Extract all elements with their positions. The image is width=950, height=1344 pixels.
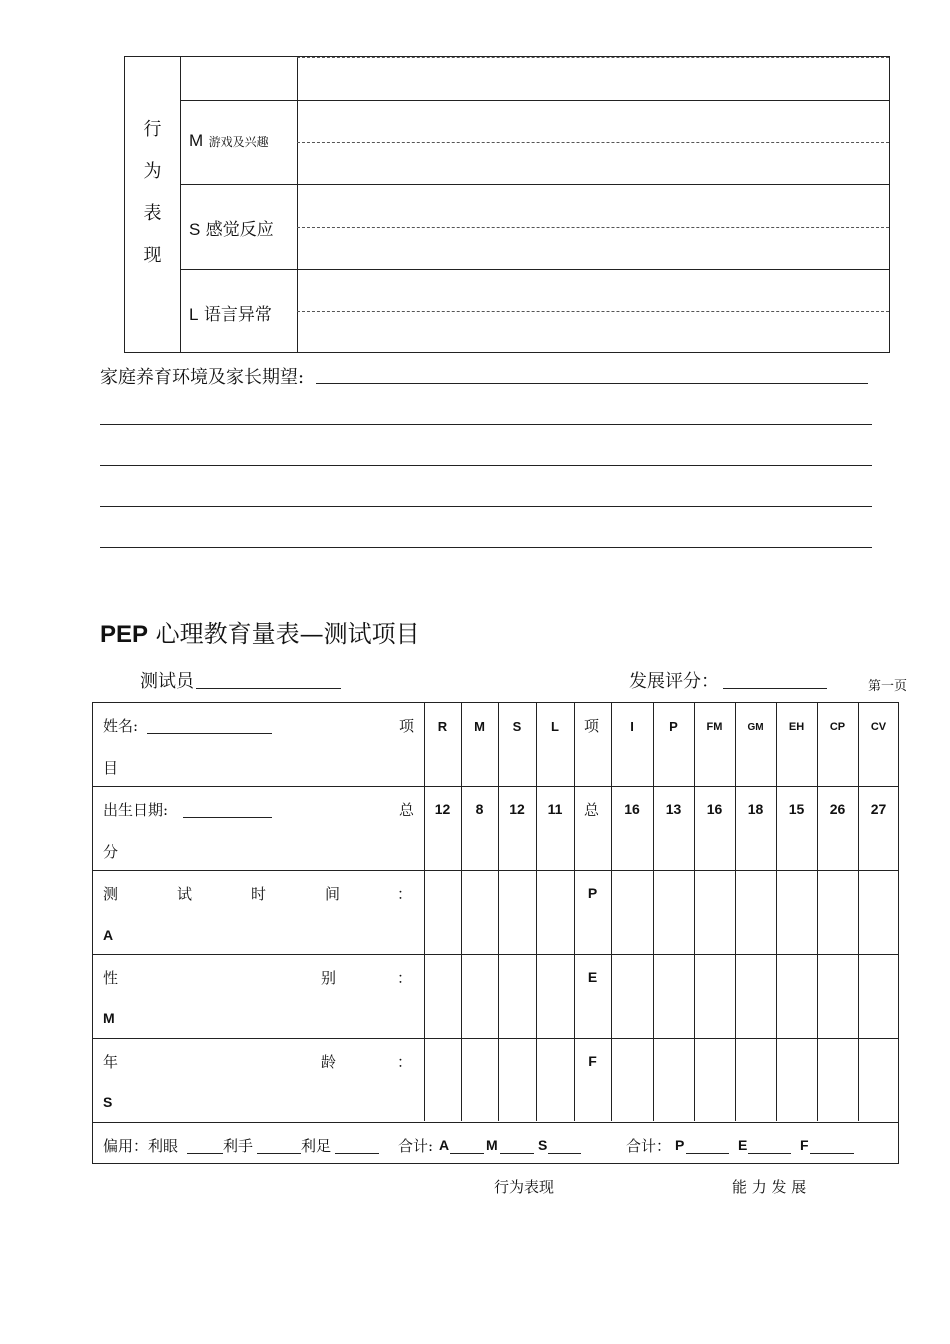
handedness-label: 偏用：利眼 [103,1137,179,1155]
total-fm: 16 [706,801,723,817]
column-divider [536,703,537,1121]
family-label: 家庭养育环境及家长期望: [100,367,305,388]
header-gm: GM [747,722,764,733]
age-char: ： [397,1053,413,1071]
dashed-guide [297,57,889,58]
write-line [100,506,872,507]
row-divider [180,100,889,101]
total-cp: 26 [829,801,846,817]
column-divider [817,703,818,1121]
header-i: I [630,719,634,734]
row-divider [93,786,898,787]
total-i: 16 [624,801,640,817]
side-label-char: 为 [143,161,162,182]
write-line [100,424,872,425]
sum-line [500,1153,534,1154]
sum-code-a: A [439,1137,450,1153]
row-code: M [189,131,204,150]
column-divider [653,703,654,1121]
header-p: P [669,719,678,734]
age-char: 年 [103,1053,119,1071]
dev-score-label: 发展评分： [629,671,719,692]
column-divider [461,703,462,1121]
sum-code-s: S [538,1137,548,1153]
header-fm: FM [706,721,723,733]
column-divider [498,703,499,1121]
test-time-char: 测 [103,885,119,903]
name-line [147,733,272,734]
footer-ability: 能 力 发 展 [732,1178,807,1196]
total-s: 12 [509,801,525,817]
foot-line [335,1153,379,1154]
write-line [100,547,872,548]
code-m: M [103,1010,115,1026]
row-divider [93,1038,898,1039]
header-cp: CP [829,721,846,733]
column-divider [611,703,612,1121]
hand-line [257,1153,301,1154]
sum-line [748,1153,791,1154]
header-s: S [512,719,522,734]
eye-line [187,1153,223,1154]
hand-label: 利手 [223,1137,254,1155]
dev-score-line [723,688,827,689]
total-r: 12 [434,801,451,817]
row-divider [180,184,889,185]
sum-code-p: P [675,1137,685,1153]
divider-code-p: P [587,885,598,901]
item-label-b: 目 [103,759,119,777]
row-divider [180,269,889,270]
column-divider [858,703,859,1121]
dashed-guide [297,311,889,312]
sum-code-f: F [800,1137,809,1153]
sum-label-2: 合计： [626,1137,672,1155]
row-code: S [189,220,201,239]
test-time-char: ： [397,885,413,903]
column-divider [180,57,181,352]
sum-line [686,1153,729,1154]
sum-line [450,1153,484,1154]
birth-line [183,817,272,818]
divider-code-f: F [588,1053,597,1069]
title-text: 心理教育量表—测试项目 [155,620,420,648]
row-label-s [189,215,274,240]
row-divider [93,954,898,955]
gender-char: ： [397,969,413,987]
age-char: 龄 [321,1053,337,1071]
gender-char: 别 [321,969,337,987]
dashed-guide [297,227,889,228]
row-text: 游戏及兴趣 [208,135,269,149]
total-label-b: 分 [103,843,119,861]
sum-code-e: E [738,1137,748,1153]
row-code: L [189,305,199,324]
tester-label: 测试员 [140,671,194,692]
write-line [100,465,872,466]
divider-code-e: E [587,969,598,985]
column-divider [694,703,695,1121]
test-time-char: 间 [325,885,341,903]
side-label-char: 表 [143,203,162,224]
header-cv: CV [870,721,887,733]
divider-item: 项 [584,717,600,735]
name-label: 姓名: [103,717,139,735]
row-text: 感觉反应 [205,220,274,240]
page-number: 第一页 [868,679,908,694]
side-label-char: 行 [143,119,162,140]
row-label-l [189,300,272,325]
total-label-a: 总 [399,801,415,819]
side-label-char: 现 [143,245,162,266]
gender-char: 性 [103,969,119,987]
page-title [100,614,420,649]
title-latin: PEP [100,621,149,648]
row-label-m [189,131,269,151]
test-time-char: 时 [251,885,267,903]
total-eh: 15 [788,801,805,817]
tester-line [196,688,341,689]
total-cv: 27 [870,801,887,817]
total-l: 11 [547,801,563,817]
sum-line [548,1153,581,1154]
item-label-a: 项 [399,717,415,735]
total-gm: 18 [747,801,764,817]
header-eh: EH [788,721,805,733]
header-r: R [437,719,448,734]
divider-total: 总 [584,801,600,819]
dashed-guide [297,142,889,143]
total-p: 13 [665,801,682,817]
birth-label: 出生日期: [103,801,169,819]
write-line [316,383,868,384]
score-table [92,702,899,1164]
code-a: A [103,927,114,943]
behavior-table [124,56,890,353]
foot-label: 利足 [301,1137,332,1155]
row-divider [93,1122,898,1123]
sum-label-1: 合计: [398,1137,434,1155]
header-l: L [551,719,559,734]
row-divider [93,870,898,871]
header-m: M [474,719,485,734]
footer-behavior: 行为表现 [494,1178,555,1196]
column-divider [297,57,298,352]
column-divider [735,703,736,1121]
column-divider [424,703,425,1121]
test-time-char: 试 [177,885,193,903]
sum-line [810,1153,854,1154]
column-divider [776,703,777,1121]
sum-code-m: M [486,1137,498,1153]
code-s: S [103,1094,113,1110]
row-text: 语言异常 [203,305,272,325]
total-m: 8 [475,801,484,817]
